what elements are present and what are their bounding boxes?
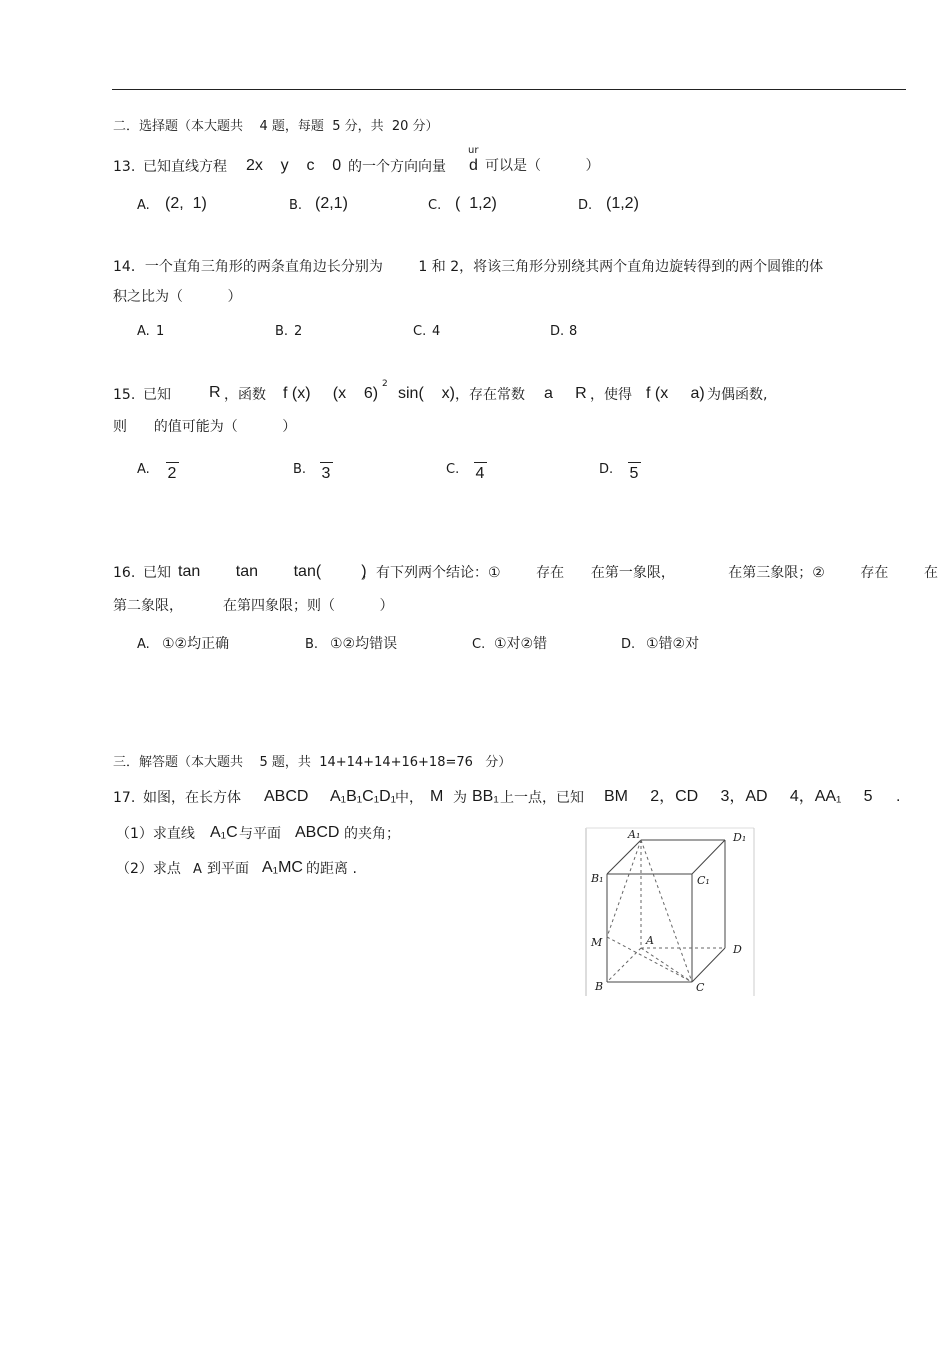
q15-option-b-fraction — [318, 462, 334, 483]
q17-text-a: 如图，在长方体 — [143, 790, 241, 806]
q13-equation: 2x y c 0 — [246, 157, 342, 174]
q13-option-b-label: B. — [289, 198, 303, 213]
q14-line-2: 积之比为（ ） — [113, 289, 242, 305]
q17-part-2-a: （2）求点 — [116, 861, 181, 877]
q15-option-a-label: A. — [137, 462, 150, 477]
edge-c-d — [692, 948, 725, 982]
q15-real-set: R — [209, 384, 221, 401]
header-rule — [112, 89, 906, 90]
q17-part-2-plane: A₁MC — [262, 859, 303, 876]
q17-given-lengths: BM 2，CD 3，AD 4，AA₁ 5 — [604, 788, 873, 805]
fraction-bar — [474, 462, 487, 463]
q15-number: 15. — [113, 387, 136, 403]
fraction-bar — [320, 462, 333, 463]
label-a1: A₁ — [628, 828, 641, 841]
q17-text-c: 为 — [453, 790, 467, 806]
q14-option-d-label: D. — [550, 324, 565, 339]
q16-option-b: ①②均错误 — [330, 636, 398, 652]
q13-number: 13. — [113, 159, 136, 175]
q13-vector-d: d — [469, 157, 478, 174]
q14-option-b: 2 — [294, 324, 303, 339]
q15-text-c: ，存在常数 — [455, 387, 525, 403]
q14-option-c-label: C. — [413, 324, 427, 339]
edge-a-b — [607, 948, 641, 982]
label-c1: C₁ — [697, 874, 710, 887]
q15-option-d-fraction — [626, 462, 642, 483]
q17-period: . — [896, 788, 901, 805]
q14-option-d: 8 — [569, 324, 578, 339]
q14-option-c: 4 — [432, 324, 441, 339]
q17-part-1-line: A₁C — [210, 824, 238, 841]
q13-text-b: 的一个方向向量 — [348, 159, 446, 175]
q15-option-c-denominator: 4 — [475, 465, 485, 482]
q17-text-b: 中， — [395, 790, 423, 806]
section-2-heading: 二．选择题（本大题共 4 题，每题 5 分，共 20 分） — [113, 119, 439, 134]
q15-sine: sin( x) — [398, 385, 455, 402]
q17-part-1-c: 的夹角； — [344, 826, 400, 842]
q13-option-b: (2,1) — [315, 195, 348, 212]
q15-option-a-fraction — [164, 462, 180, 483]
q14-option-a-label: A. — [137, 324, 150, 339]
q17-part-2-c: 的距离 . — [306, 861, 357, 877]
q15-option-d-denominator: 5 — [629, 465, 639, 482]
q17-base-abcd: ABCD — [264, 788, 309, 805]
edge-d1-c1 — [692, 840, 725, 874]
q16-option-d: ①错②对 — [646, 636, 700, 652]
q15-text-d: ，使得 — [590, 387, 632, 403]
q17-part-2-point: A — [193, 862, 202, 877]
label-b: B — [595, 980, 604, 993]
q17-top-a1b1c1d1: A₁B₁C₁D₁ — [330, 788, 397, 805]
label-m: M — [591, 936, 603, 949]
q16-option-d-label: D. — [621, 637, 636, 652]
q13-option-c: ( 1,2) — [455, 195, 497, 212]
q13-option-d-label: D. — [578, 198, 593, 213]
q13-option-a-label: A. — [137, 198, 150, 213]
q16-option-a-label: A. — [137, 637, 150, 652]
q16-text-b: ，有下列两个结论：① 存在 在第一象限， 在第三象限；② 存在 在 — [362, 565, 939, 581]
label-c: C — [696, 981, 705, 994]
q13-option-d: (1,2) — [606, 195, 639, 212]
q15-shifted-function: f (x a) — [646, 385, 705, 402]
q15-function: f (x) (x 6) — [283, 385, 379, 402]
q15-option-d-label: D. — [599, 462, 614, 477]
q13-option-a: (2, 1) — [165, 195, 207, 212]
q17-point-m: M — [430, 788, 444, 805]
q14-option-a: 1 — [156, 324, 165, 339]
fraction-bar — [628, 462, 641, 463]
q17-part-2-b: 到平面 — [207, 861, 249, 877]
q16-line-2: 第二象限， 在第四象限；则（ ） — [113, 598, 394, 614]
edge-a1-b1 — [607, 840, 641, 874]
q13-text-c: 可以是（ ） — [485, 158, 600, 174]
segment-a1-m — [607, 840, 641, 937]
q14-option-b-label: B. — [275, 324, 289, 339]
q15-text-e: 为偶函数, — [707, 387, 768, 403]
segment-a-c — [641, 948, 692, 982]
label-a: A — [646, 934, 654, 947]
q15-option-c-fraction — [472, 462, 488, 483]
segment-a1-c — [641, 840, 692, 982]
q15-constant: a R — [544, 385, 587, 402]
section-3-heading: 三．解答题（本大题共 5 题，共 14+14+14+16+18=76 分） — [113, 755, 512, 770]
q16-number: 16. — [113, 565, 136, 581]
q13-text-a: 已知直线方程 — [143, 159, 227, 175]
label-b1: B₁ — [591, 872, 604, 885]
cuboid-figure — [585, 825, 757, 997]
q15-option-a-denominator: 2 — [167, 465, 177, 482]
q15-line-2: 则 的值可能为（ ） — [113, 419, 297, 435]
q13-option-c-label: C. — [428, 198, 442, 213]
q17-number: 17. — [113, 790, 136, 806]
q16-option-b-label: B. — [305, 637, 319, 652]
q15-option-b-label: B. — [293, 462, 307, 477]
q15-exponent: 2 — [382, 379, 388, 389]
q14-line-1: 14．一个直角三角形的两条直角边长分别为 1 和 2，将该三角形分别绕其两个直角边旋转得到的两个圆锥的体 — [113, 259, 824, 275]
q17-part-1-plane: ABCD — [295, 824, 340, 841]
q15-text-a: 已知 — [143, 387, 171, 403]
q13-vector-arrow: ur — [468, 145, 479, 156]
label-d: D — [733, 943, 742, 956]
q16-option-a: ①②均正确 — [162, 636, 230, 652]
q17-part-1-b: 与平面 — [239, 826, 281, 842]
q16-option-c-label: C. — [472, 637, 486, 652]
q16-option-c: ①对②错 — [494, 636, 548, 652]
q17-edge-bb1: BB₁ — [472, 788, 499, 805]
q15-text-b: ，函数 — [224, 387, 266, 403]
q15-option-b-denominator: 3 — [321, 465, 331, 482]
q17-text-d: 上一点，已知 — [500, 790, 584, 806]
q16-text-a: 已知 — [143, 565, 171, 581]
label-d1: D₁ — [733, 831, 747, 844]
fraction-bar — [166, 462, 179, 463]
q16-tangent-equation: tan tan tan( ) — [178, 563, 367, 580]
q17-part-1-a: （1）求直线 — [116, 826, 195, 842]
q15-option-c-label: C. — [446, 462, 460, 477]
